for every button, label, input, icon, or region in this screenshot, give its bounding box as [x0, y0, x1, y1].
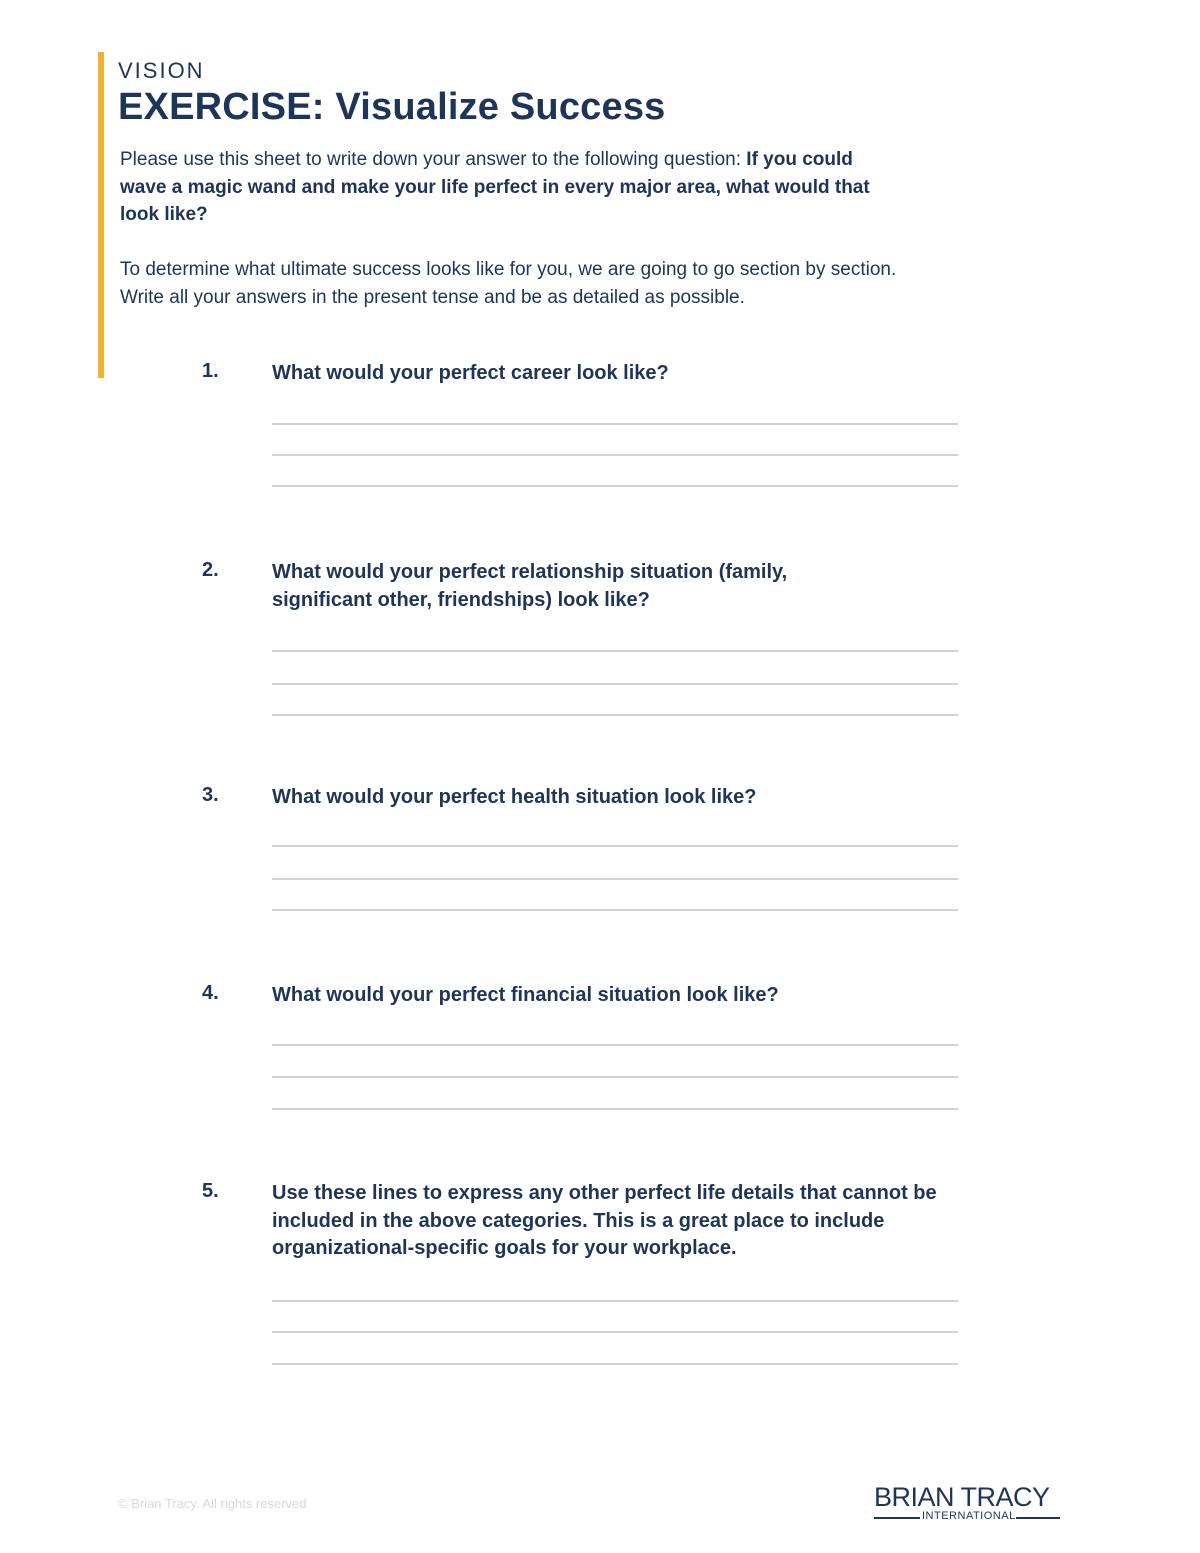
answer-line[interactable] — [272, 1363, 958, 1365]
logo-rule-left — [874, 1517, 920, 1519]
question-text: What would your perfect financial situation look like? — [272, 984, 779, 1006]
logo-wordmark: BRIAN TRACY — [874, 1482, 1050, 1512]
brand-logo — [872, 1482, 1062, 1526]
answer-line[interactable] — [272, 714, 958, 716]
logo-subline — [872, 1510, 1062, 1524]
logo-subtext: INTERNATIONAL — [922, 1510, 1016, 1522]
answer-line[interactable] — [272, 909, 958, 911]
answer-line[interactable] — [272, 1044, 958, 1046]
page-title: EXERCISE: Visualize Success — [118, 86, 666, 128]
question-number: 1. — [202, 360, 219, 382]
answer-line[interactable] — [272, 845, 958, 847]
section-eyebrow: VISION — [118, 58, 205, 83]
answer-line[interactable] — [272, 1331, 958, 1333]
intro-question: If you could wave a magic wand and make your life perfect in every major area, what would that look like? — [120, 149, 870, 225]
answer-line[interactable] — [272, 650, 958, 652]
intro-lead: Please use this sheet to write down your answer to the following question: — [120, 149, 747, 170]
answer-line[interactable] — [272, 1076, 958, 1078]
logo-rule-right — [1016, 1517, 1060, 1519]
answer-line[interactable] — [272, 454, 958, 456]
answer-line[interactable] — [272, 485, 958, 487]
answer-line[interactable] — [272, 1300, 958, 1302]
instructions-paragraph: To determine what ultimate success looks like for you, we are going to go section by section. Write all your answers in the present tense and be as detailed as possible. — [120, 259, 897, 308]
answer-line[interactable] — [272, 1108, 958, 1110]
copyright-notice: © Brian Tracy. All rights reserved — [118, 1496, 307, 1511]
question-text: What would your perfect career look like? — [272, 362, 669, 384]
question-number: 3. — [202, 784, 219, 806]
answer-line[interactable] — [272, 423, 958, 425]
question-number: 5. — [202, 1180, 219, 1202]
answer-line[interactable] — [272, 683, 958, 685]
question-number: 4. — [202, 982, 219, 1004]
intro-paragraph — [120, 146, 880, 229]
accent-bar — [98, 52, 104, 378]
question-text: Use these lines to express any other perfect life details that cannot be included in the above categories. This is a great place to include organizational-specific goals for your workplace. — [272, 1182, 937, 1259]
question-text: What would your perfect health situation look like? — [272, 786, 757, 808]
question-number: 2. — [202, 559, 219, 581]
answer-line[interactable] — [272, 878, 958, 880]
question-text: What would your perfect relationship situation (family, significant other, friendships) look like? — [272, 561, 788, 611]
